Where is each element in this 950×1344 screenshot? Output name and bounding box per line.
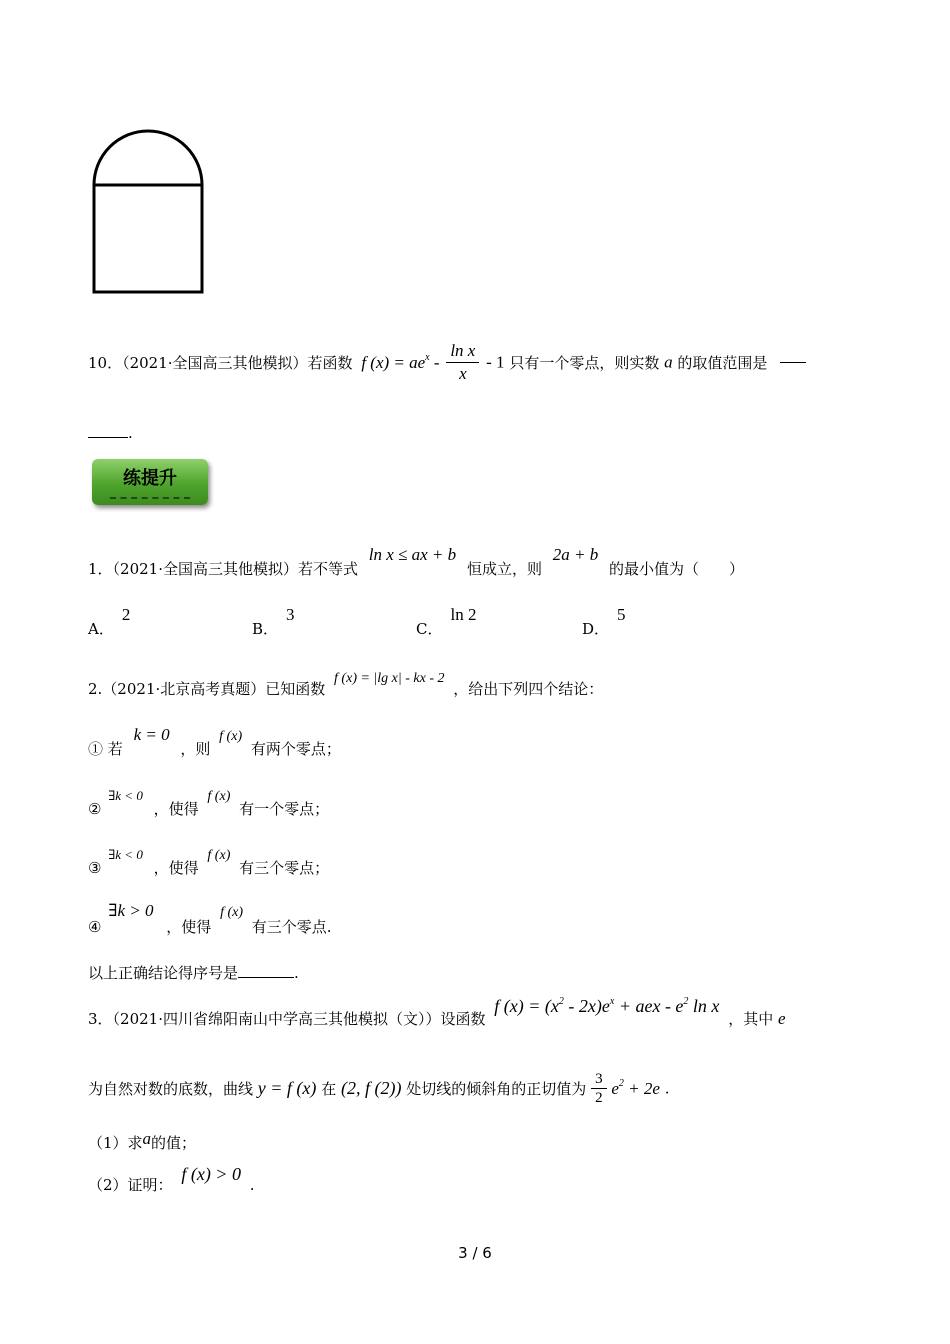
rectangle-body — [94, 185, 202, 292]
q1-inequality: ln x ≤ ax + b — [368, 545, 457, 564]
q1-line — [88, 544, 745, 578]
q3-sub1: （1）求a的值； — [88, 1129, 197, 1152]
q10-line — [88, 340, 806, 390]
q3-fraction: $\frac{3}{2}$ — [591, 1070, 607, 1107]
q1-mid: 恒成立，则 — [466, 560, 542, 578]
q2-line — [88, 666, 604, 698]
q1-option-b: B．3 — [252, 605, 295, 638]
q2-blank — [238, 977, 294, 978]
q10-line2: . — [88, 424, 133, 442]
q2-function: f (x) = |lg x| - kx - 2 — [334, 671, 445, 686]
q10-function: f $(x) = ae^x$ - — [361, 351, 440, 372]
q10-var-a: a — [664, 352, 673, 372]
q10-text-end: 的取值范围是 — [677, 354, 768, 372]
page-number: 3 / 6 — [458, 1244, 492, 1262]
semicircle-arc — [94, 131, 202, 185]
q2-item-4: ④ ∃k > 0 ，使得 f (x) 有三个零点. — [88, 901, 332, 936]
q2-item-2: ② ∃k < 0 ，使得 f (x) 有一个零点； — [88, 788, 330, 818]
q1-label: 1．（2021·全国高三其他模拟）若不等式 — [88, 560, 358, 578]
q10-text: 只有一个零点，则实数 — [509, 354, 660, 372]
q10-blank-part2 — [88, 437, 128, 438]
q2-item-1: ① 若 k = 0 ，则 f (x) 有两个零点； — [88, 725, 341, 758]
q3-line2: 为自然对数的底数，曲线 y = f (x) 在 (2, f (2)) 处切线的倾斜角的正切值为 $\frac{3}{2}$ $e^2 + 2e$ . — [88, 1071, 670, 1106]
q3-function: f $(x) = (x^2 - 2x)e^x$ + aex - $e^2$ ln x — [494, 996, 720, 1016]
q2-item-3: ③ ∃k < 0 ，使得 f (x) 有三个零点； — [88, 847, 330, 877]
q3-sub2-expr: f (x) > 0 — [181, 1164, 241, 1184]
q10-fraction: $\frac{\text{ln x}}{x}$ — [446, 340, 479, 385]
q1-expression: 2a + b — [552, 545, 599, 564]
q3-end: ，其中 — [728, 1010, 774, 1028]
q10-blank-part1 — [780, 362, 806, 363]
q1-option-c: C．ln 2 — [416, 605, 477, 638]
badge-label: 练提升 — [123, 468, 177, 489]
q3-line — [88, 996, 786, 1028]
q3-sub2: （2）证明： f (x) > 0 . — [88, 1164, 255, 1194]
q10-tail: - 1 — [486, 352, 505, 372]
q3-curve: y = f (x) — [257, 1078, 317, 1098]
badge-underline — [110, 497, 190, 499]
q3-e: e — [778, 1009, 786, 1028]
q1-end: 的最小值为（ ） — [609, 560, 745, 578]
q3-label: 3．（2021·四川省绵阳南山中学高三其他模拟（文））设函数 — [88, 1010, 486, 1028]
practice-badge — [92, 459, 208, 505]
arch-figure — [88, 126, 210, 298]
q10-label: 10．（2021·全国高三其他模拟）若函数 — [88, 354, 353, 372]
q2-conclusion: 以上正确结论得序号是 . — [88, 964, 299, 982]
q1-option-a: A．2 — [88, 605, 131, 638]
q1-option-d: D．5 — [582, 605, 626, 638]
q2-end: ，给出下列四个结论： — [453, 680, 604, 698]
q3-point: (2, f (2)) — [341, 1078, 402, 1098]
q3-value: $e^2 + 2e$ — [611, 1077, 660, 1098]
q2-label: 2.（2021·北京高考真题）已知函数 — [88, 680, 326, 698]
